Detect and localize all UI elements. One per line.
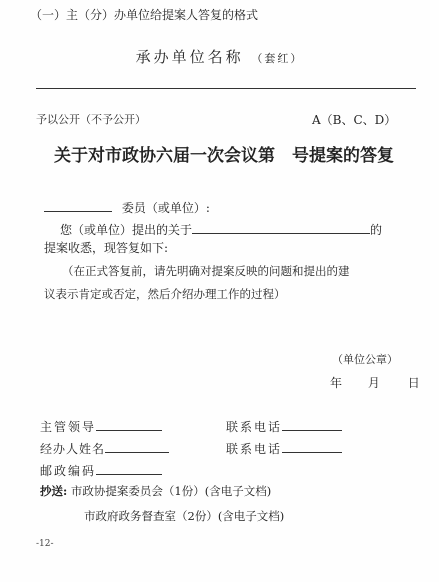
postal-code-label: 邮政编码: [40, 464, 97, 478]
cc-label: 抄送:: [40, 484, 68, 498]
contact-phone-label-2: 联系电话: [226, 442, 283, 456]
body-prefix: 您（或单位）提出的关于: [60, 223, 193, 237]
contact-phone-field-1: [226, 419, 342, 433]
body-line-2: 提案收悉，现答复如下:: [44, 241, 169, 255]
date-year: 年: [330, 376, 344, 390]
contact-phone-field-2: [226, 441, 342, 455]
salutation-text: 委员（或单位）:: [121, 201, 210, 215]
contact-phone-label-1: 联系电话: [226, 420, 283, 434]
cc-recipient-1: 市政协提案委员会（1份）(含电子文档): [70, 484, 272, 498]
body-suffix: 的: [370, 223, 383, 237]
disclosure-label: 予以公开（不予公开）: [36, 113, 146, 126]
contact-phone-blank-2: [282, 441, 342, 453]
format-heading: （一）主（分）办单位给提案人答复的格式: [30, 8, 259, 22]
date-line: [330, 377, 421, 389]
org-name: 承办单位名称: [135, 48, 244, 66]
cc-recipient-2: 市政府政务督查室（2份）(含电子文档): [84, 509, 285, 523]
supervisor-label: 主管领导: [40, 420, 97, 434]
handler-label: 经办人姓名: [40, 442, 106, 456]
body-line-1: [60, 222, 382, 236]
date-day: 日: [407, 376, 421, 390]
supervisor-field: [40, 419, 162, 433]
document-title: 关于对市政协六届一次会议第 号提案的答复: [54, 146, 394, 166]
member-name-blank: [44, 200, 112, 212]
proposal-topic-blank: [192, 222, 370, 234]
supervisor-blank: [96, 419, 162, 431]
contact-phone-blank-1: [282, 419, 342, 431]
cc-line-1: [40, 486, 271, 498]
header-rule: [36, 88, 416, 89]
org-header: [0, 50, 439, 65]
instruction-line-2: 议表示肯定或否定，然后介绍办理工作的过程）: [44, 287, 286, 301]
unit-seal-label: （单位公章）: [332, 353, 398, 366]
postal-code-field: [40, 463, 162, 477]
instruction-line-1: （在正式答复前，请先明确对提案反映的问题和提出的建: [62, 264, 350, 278]
date-month: 月: [367, 376, 381, 390]
org-note: （套红）: [251, 52, 304, 65]
classification-label: A（B、C、D）: [312, 113, 397, 127]
postal-code-blank: [96, 463, 162, 475]
page-number: -12-: [36, 539, 54, 549]
handler-field: [40, 441, 169, 455]
salutation-line: [44, 200, 210, 214]
handler-blank: [105, 441, 169, 453]
